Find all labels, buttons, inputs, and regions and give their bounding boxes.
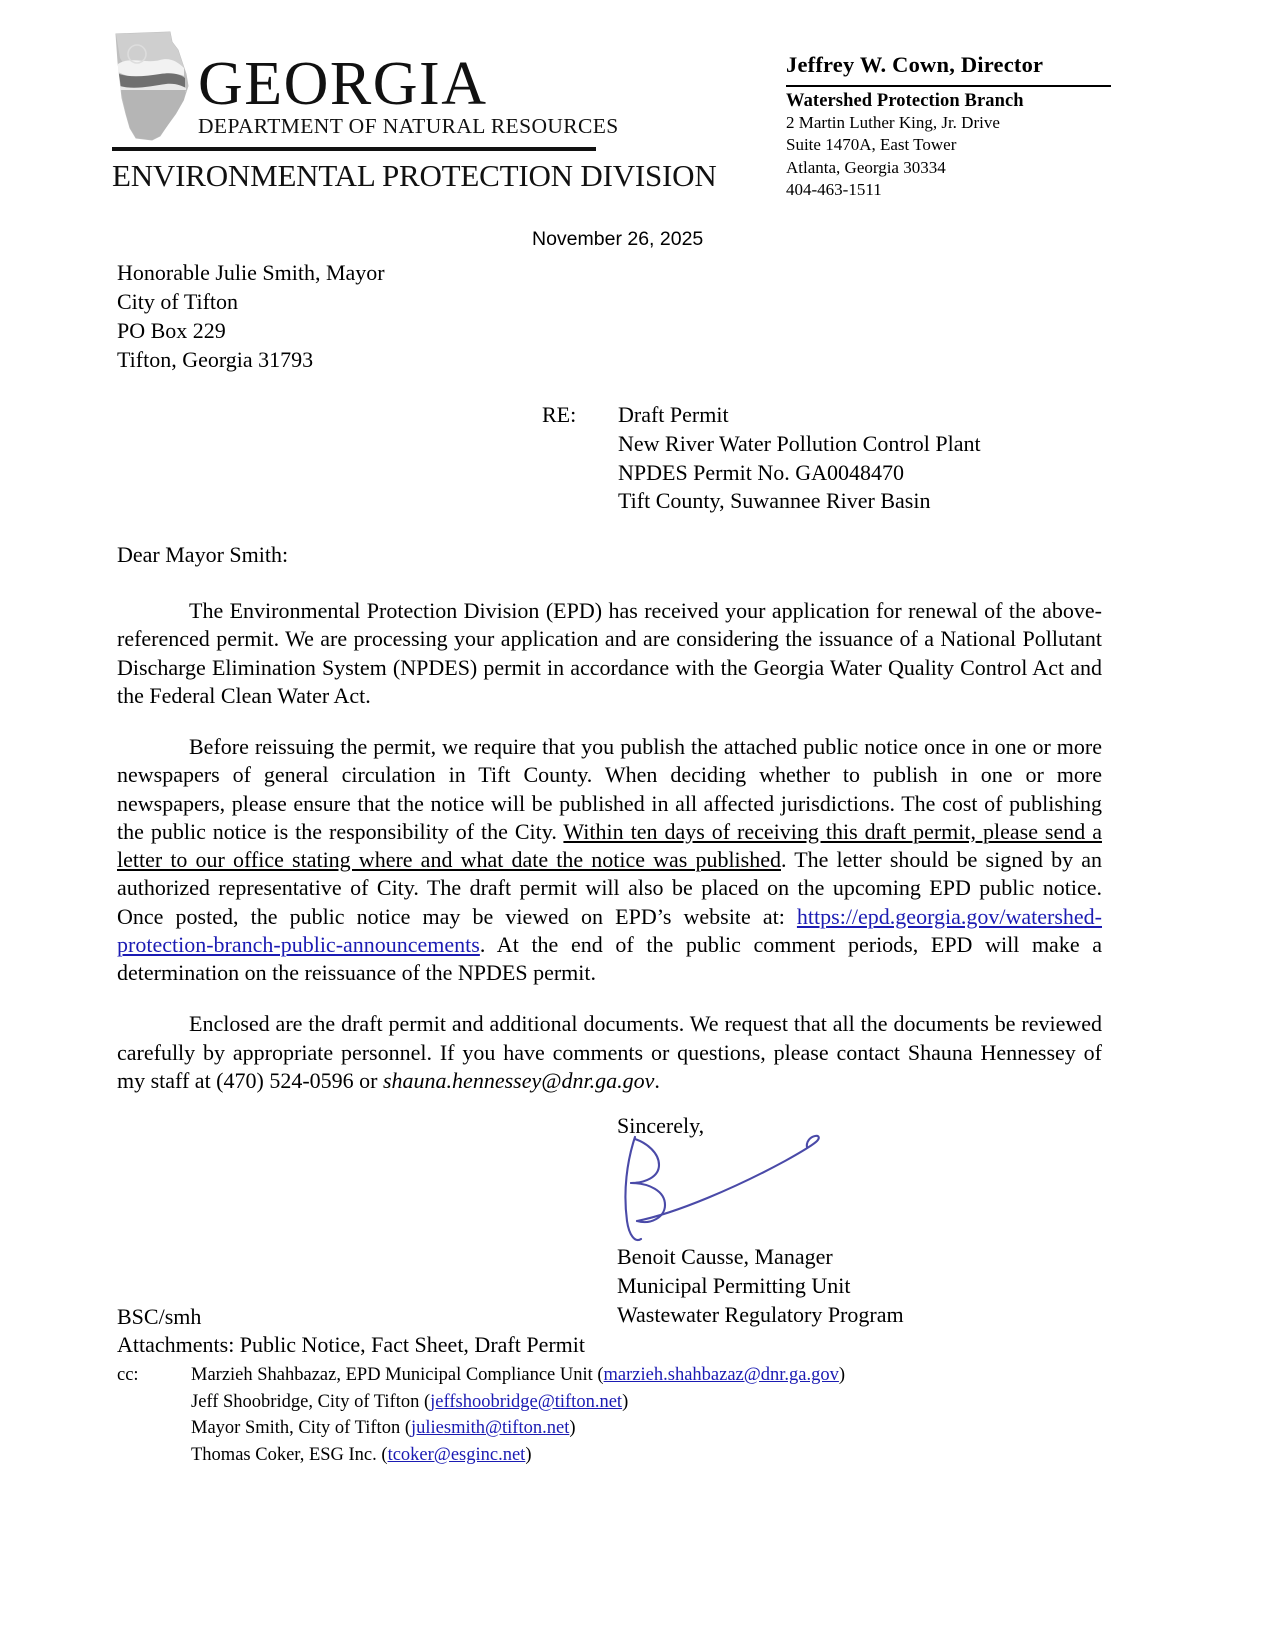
signer-name: Benoit Causse, Manager [617, 1244, 833, 1269]
cc-email-2[interactable]: jeffshoobridge@tifton.net [430, 1391, 623, 1412]
cc-list [117, 1362, 1117, 1469]
re-label: RE: [542, 402, 577, 427]
recipient-line-4: Tifton, Georgia 31793 [117, 347, 314, 373]
recipient-line-3: PO Box 229 [117, 318, 226, 344]
cc-row [117, 1362, 1117, 1389]
letter-footer [117, 1303, 1117, 1469]
georgia-state-map-icon [112, 28, 190, 143]
paragraph-3-text-b: . [654, 1067, 660, 1093]
logo-department-name: DEPARTMENT OF NATURAL RESOURCES [198, 114, 619, 138]
cc-label-spacer [117, 1389, 191, 1416]
cc-email-4[interactable]: tcoker@esginc.net [387, 1445, 526, 1466]
recipient-line-2: City of Tifton [117, 289, 239, 315]
body-paragraph-2 [117, 733, 1102, 987]
signer-title-2: Wastewater Regulatory Program [617, 1302, 904, 1328]
signer-title-1: Municipal Permitting Unit [617, 1273, 851, 1299]
public-announcements-link[interactable]: https://epd.georgia.gov/watershed-protection-branch-public-announcements [117, 903, 1102, 957]
address-line-3: Atlanta, Georgia 30334 [786, 157, 946, 177]
paragraph-2-underlined-text: Within ten days of receiving this draft permit, please send a letter to our office stating where and what date the notice was published [117, 818, 1102, 873]
cc-row [117, 1415, 1117, 1442]
logo-divider [112, 147, 596, 151]
re-line-2: New River Water Pollution Control Plant [618, 430, 981, 456]
signature-block [617, 1113, 1037, 1329]
re-line-3: NPDES Permit No. GA0048470 [618, 459, 905, 485]
cc-close-2: ) [622, 1391, 629, 1412]
contact-email-address: shauna.hennessey@dnr.ga.gov [383, 1067, 655, 1093]
branch-name: Watershed Protection Branch [786, 91, 1024, 111]
body-paragraph-3 [117, 1010, 1102, 1095]
typist-initials: BSC/smh [117, 1304, 202, 1329]
cc-entry-4 [191, 1442, 531, 1469]
cc-name-4: Thomas Coker, ESG Inc. ( [191, 1445, 388, 1466]
letter-date: November 26, 2025 [532, 228, 704, 250]
re-line-1: Draft Permit [618, 402, 729, 427]
recipient-line-1: Honorable Julie Smith, Mayor [117, 260, 385, 285]
director-name: Jeffrey W. Cown, Director [786, 52, 1044, 77]
cc-entry-2 [191, 1389, 628, 1416]
cc-label-spacer [117, 1415, 191, 1442]
cc-label-spacer [117, 1442, 191, 1469]
cc-name-1: Marzieh Shahbazaz, EPD Municipal Compliance Unit ( [191, 1364, 604, 1385]
contact-divider [786, 85, 1111, 87]
paragraph-2-text-c: . At the end of the public comment periods, EPD will make a determination on the reissuance of the NPDES permit. [117, 931, 1102, 986]
address-line-1: 2 Martin Luther King, Jr. Drive [786, 113, 1000, 132]
cc-label: cc: [117, 1364, 139, 1385]
recipient-address-block [117, 258, 385, 374]
attachments-line: Attachments: Public Notice, Fact Sheet, Draft Permit [117, 1332, 586, 1358]
paragraph-2-text-a: Before reissuing the permit, we require that you publish the attached public notice once in one or more newspapers of general circulation in Tift County. When deciding whether to publish in one or more newspapers, please ensure that the notice will be published in all affected jurisdictions. The cost of publishing the public notice is the responsibility of the City. [117, 734, 1102, 844]
cc-email-3[interactable]: juliesmith@tifton.net [410, 1418, 570, 1439]
logo-state-name: GEORGIA [198, 49, 488, 118]
cc-row [117, 1442, 1117, 1469]
address-line-2: Suite 1470A, East Tower [786, 135, 957, 155]
handwritten-signature-icon [607, 1121, 867, 1251]
cc-entry-1 [191, 1362, 845, 1389]
salutation: Dear Mayor Smith: [117, 542, 289, 567]
body-paragraph-1: The Environmental Protection Division (EPD) has received your application for renewal of the above-referenced permit. We are processing your application and are considering the issuance of a National Pollutant Discharge Elimination System (NPDES) permit in accordance with the Georgia Water Quality Control Act and the Federal Clean Water Act. [117, 598, 1102, 708]
phone-number: 404-463-1511 [786, 180, 882, 200]
logo-division-name: ENVIRONMENTAL PROTECTION DIVISION [112, 158, 717, 193]
cc-close-4: ) [525, 1445, 532, 1466]
agency-logo [112, 28, 717, 194]
paragraph-3-text-a: Enclosed are the draft permit and additional documents. We request that all the documents be reviewed carefully by appropriate personnel. If you have comments or questions, please contact Shauna Hennessey of my staff at (470) 524-0596 or [117, 1011, 1102, 1093]
paragraph-2-text-b: . The letter should be signed by an authorized representative of City. The draft permit will also be placed on the upcoming EPD public notice. Once posted, the public notice may be viewed on EPD’s website at: [117, 847, 1103, 929]
closing-salutation: Sincerely, [617, 1113, 705, 1138]
letterhead [0, 0, 1275, 215]
cc-entry-3 [191, 1415, 576, 1442]
agency-contact-block [786, 52, 1126, 202]
cc-name-2: Jeff Shoobridge, City of Tifton ( [191, 1391, 431, 1412]
cc-email-1[interactable]: marzieh.shahbazaz@dnr.ga.gov [603, 1364, 839, 1385]
cc-row [117, 1389, 1117, 1416]
cc-name-3: Mayor Smith, City of Tifton ( [191, 1418, 411, 1439]
letter-body [117, 597, 1102, 1095]
cc-close-1: ) [838, 1364, 846, 1385]
cc-close-3: ) [569, 1418, 576, 1439]
re-block [542, 401, 981, 516]
re-line-4: Tift County, Suwannee River Basin [618, 488, 931, 514]
